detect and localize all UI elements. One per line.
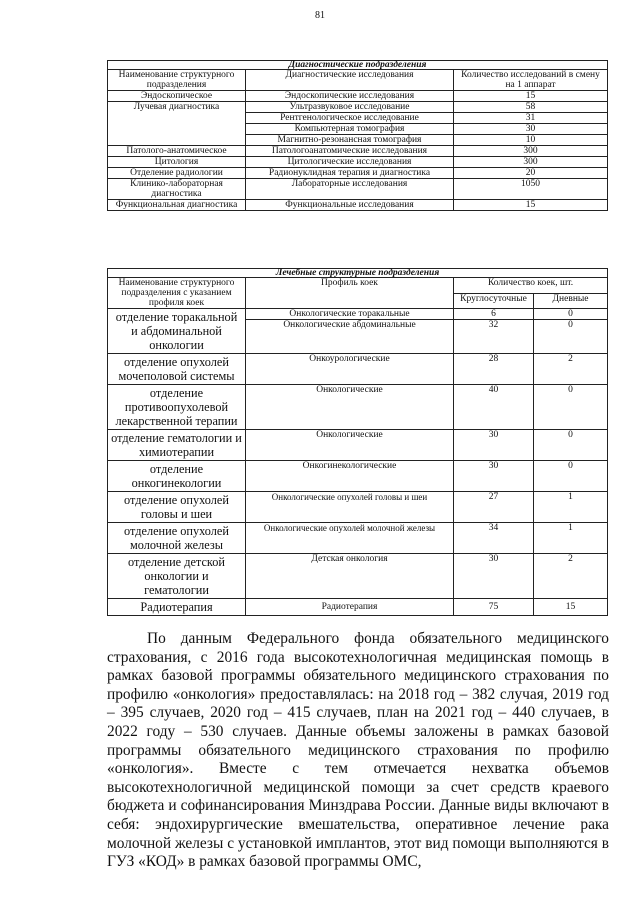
profile-cell: Онкологические опухолей головы и шеи	[246, 492, 454, 523]
day-cell: 15	[534, 599, 608, 616]
study-cell: Рентгенологическое исследование	[246, 113, 454, 124]
count-cell: 31	[454, 113, 608, 124]
table-row	[108, 179, 608, 200]
study-cell: Цитологические исследования	[246, 157, 454, 168]
profile-cell: Онкологические	[246, 430, 454, 461]
table-row	[108, 523, 608, 554]
header-profile: Профиль коек	[246, 278, 454, 309]
unit-cell: Цитология	[108, 157, 246, 168]
round-cell: 30	[454, 554, 534, 599]
day-cell: 0	[534, 385, 608, 430]
study-cell: Функциональные исследования	[246, 200, 454, 211]
diagnostic-title: Диагностические подразделения	[108, 61, 608, 70]
table-row	[108, 146, 608, 157]
profile-cell: Радиотерапия	[246, 599, 454, 616]
count-cell: 15	[454, 91, 608, 102]
table-row	[108, 354, 608, 385]
page-number: 81	[315, 10, 325, 21]
body-paragraph: По данным Федерального фонда обязательного медицинского страхования, с 2016 года высокотехнологичная медицинская помощь в рамках базовой программы обязательного медицинского страхования по профилю «онкология» предоставлялась: на 2018 год – 382 случая, 2019 год – 395 случаев, 2020 год – 415 случаев, план на 2021 год – 440 случаев, в 2022 году – 530 случаев. Данные объемы заложены в рамках базовой программы обязательного медицинского страхования по профилю «онкология». Вместе с тем отмечается нехватка объемов высокотехнологичной медицинской помощи за счет средств краевого бюджета и софинансирования Минздрава России. Данные виды включают в себя: эндохирургические вмешательства, оперативное лечение рака молочной железы с установкой имплантов, этот вид помощи выполняются в ГУЗ «КОД» в рамках базовой программы ОМС,	[107, 630, 609, 871]
table-row	[108, 599, 608, 616]
round-cell: 34	[454, 523, 534, 554]
unit-cell: отделение детской онкологии и гематологии	[108, 554, 246, 599]
unit-cell: Функциональная диагностика	[108, 200, 246, 211]
unit-cell: Патолого-анатомическое	[108, 146, 246, 157]
count-cell: 30	[454, 124, 608, 135]
day-cell: 0	[534, 461, 608, 492]
unit-cell: отделение противоопухолевой лекарственной терапии	[108, 385, 246, 430]
table-row	[108, 461, 608, 492]
unit-cell: Клинико-лабораторная диагностика	[108, 179, 246, 200]
unit-cell: отделение торакальной и абдоминальной онкологии	[108, 309, 246, 354]
profile-cell: Онкологические опухолей молочной железы	[246, 523, 454, 554]
round-cell: 6	[454, 309, 534, 320]
table-row	[108, 157, 608, 168]
study-cell: Радионуклидная терапия и диагностика	[246, 168, 454, 179]
table-row	[108, 200, 608, 211]
header-unit-profile: Наименование структурного подразделения с указанием профиля коек	[108, 278, 246, 309]
day-cell: 2	[534, 554, 608, 599]
count-cell: 300	[454, 157, 608, 168]
count-cell: 58	[454, 102, 608, 113]
unit-cell: Эндоскопическое	[108, 91, 246, 102]
study-cell: Магнитно-резонансная томография	[246, 135, 454, 146]
round-cell: 30	[454, 461, 534, 492]
unit-cell: отделение опухолей головы и шеи	[108, 492, 246, 523]
table-row	[108, 309, 608, 320]
table-row	[108, 554, 608, 599]
profile-cell: Онкологические абдоминальные	[246, 320, 454, 354]
day-cell: 1	[534, 492, 608, 523]
day-cell: 0	[534, 320, 608, 354]
unit-cell: отделение опухолей мочеполовой системы	[108, 354, 246, 385]
count-cell: 300	[454, 146, 608, 157]
round-cell: 30	[454, 430, 534, 461]
header-day: Дневные	[534, 293, 608, 309]
profile-cell: Онкогинекологические	[246, 461, 454, 492]
table-row	[108, 430, 608, 461]
study-cell: Эндоскопические исследования	[246, 91, 454, 102]
profile-cell: Онкоурологические	[246, 354, 454, 385]
study-cell: Лабораторные исследования	[246, 179, 454, 200]
table-row	[108, 492, 608, 523]
study-cell: Патологоанатомические исследования	[246, 146, 454, 157]
header-study: Диагностические исследования	[246, 70, 454, 91]
round-cell: 75	[454, 599, 534, 616]
profile-cell: Онкологические	[246, 385, 454, 430]
round-cell: 40	[454, 385, 534, 430]
table-row	[108, 102, 608, 113]
count-cell: 20	[454, 168, 608, 179]
treatment-table	[107, 268, 608, 616]
profile-cell: Онкологические торакальные	[246, 309, 454, 320]
table-row	[108, 385, 608, 430]
count-cell: 15	[454, 200, 608, 211]
header-count: Количество исследований в смену на 1 аппарат	[454, 70, 608, 91]
unit-cell: отделение онкогинекологии	[108, 461, 246, 492]
round-cell: 27	[454, 492, 534, 523]
round-cell: 28	[454, 354, 534, 385]
study-cell: Компьютерная томография	[246, 124, 454, 135]
day-cell: 0	[534, 309, 608, 320]
unit-cell: Отделение радиологии	[108, 168, 246, 179]
unit-cell: отделение гематологии и химиотерапии	[108, 430, 246, 461]
unit-cell: Радиотерапия	[108, 599, 246, 616]
treatment-title: Лечебные структурные подразделения	[108, 269, 608, 278]
unit-cell: Лучевая диагностика	[108, 102, 246, 146]
day-cell: 2	[534, 354, 608, 385]
header-beds: Количество коек, шт.	[454, 278, 608, 294]
diagnostic-table	[107, 60, 608, 211]
count-cell: 1050	[454, 179, 608, 200]
count-cell: 10	[454, 135, 608, 146]
header-unit: Наименование структурного подразделения	[108, 70, 246, 91]
study-cell: Ультразвуковое исследование	[246, 102, 454, 113]
day-cell: 1	[534, 523, 608, 554]
header-round-the-clock: Круглосуточные	[454, 293, 534, 309]
table-row	[108, 168, 608, 179]
round-cell: 32	[454, 320, 534, 354]
unit-cell: отделение опухолей молочной железы	[108, 523, 246, 554]
table-row	[108, 91, 608, 102]
day-cell: 0	[534, 430, 608, 461]
profile-cell: Детская онкология	[246, 554, 454, 599]
